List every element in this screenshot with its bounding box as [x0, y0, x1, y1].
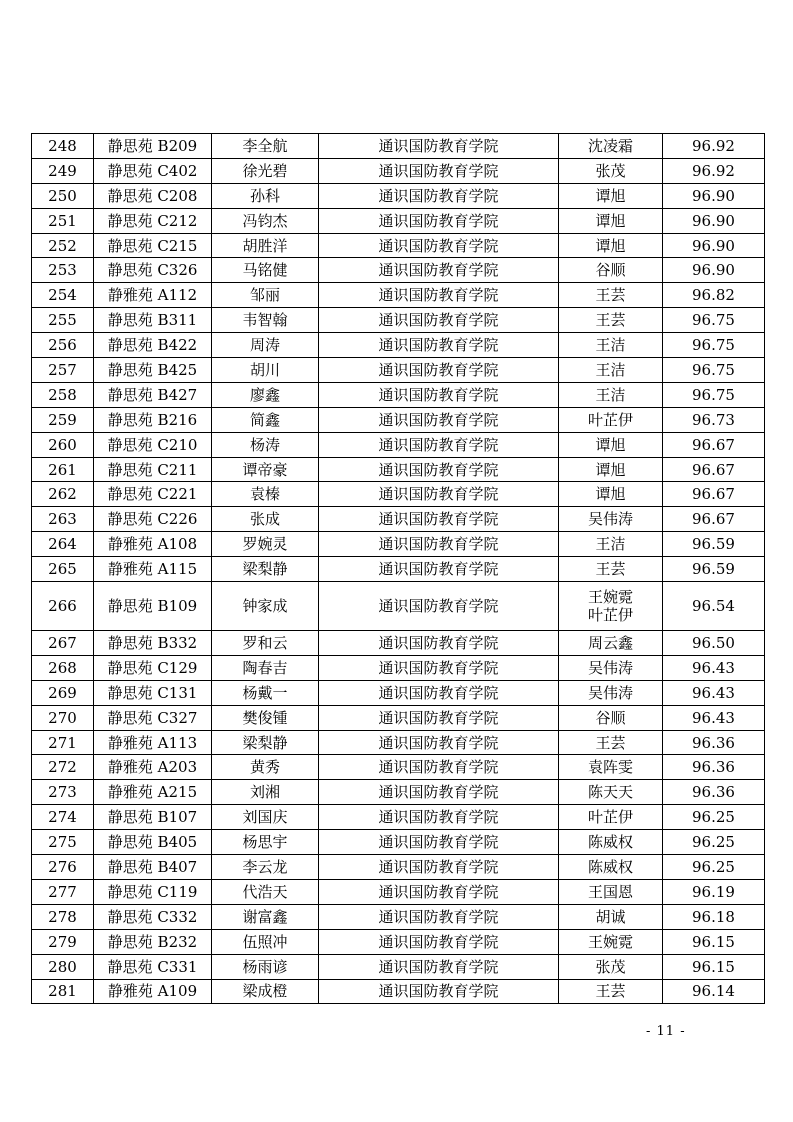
advisor-name: 王婉霓	[587, 588, 633, 607]
score-cell: 96.75	[663, 308, 765, 333]
advisor-name: 胡诚	[595, 907, 626, 926]
score-cell: 96.54	[663, 582, 765, 631]
advisor-name: 陈威权	[587, 857, 633, 876]
score-cell: 96.15	[663, 954, 765, 979]
row-number-cell: 266	[32, 582, 94, 631]
table-row	[32, 333, 765, 358]
score-cell: 96.59	[663, 532, 765, 557]
college-cell: 通识国防教育学院	[319, 830, 559, 855]
college-cell: 通识国防教育学院	[319, 954, 559, 979]
student-name-cell: 罗婉灵	[212, 532, 319, 557]
score-cell: 96.92	[663, 158, 765, 183]
advisor-name: 叶芷伊	[587, 410, 633, 429]
college-cell: 通识国防教育学院	[319, 904, 559, 929]
advisor-name: 王芸	[595, 733, 626, 752]
advisor-cell	[559, 582, 663, 631]
college-cell: 通识国防教育学院	[319, 233, 559, 258]
table-row	[32, 532, 765, 557]
dorm-room-cell: 静思苑 C326	[94, 258, 212, 283]
college-cell: 通识国防教育学院	[319, 705, 559, 730]
table-row	[32, 358, 765, 383]
advisor-cell	[559, 507, 663, 532]
advisor-cell	[559, 382, 663, 407]
score-cell: 96.75	[663, 333, 765, 358]
row-number-cell: 253	[32, 258, 94, 283]
table-row	[32, 208, 765, 233]
table-row	[32, 432, 765, 457]
score-cell: 96.90	[663, 208, 765, 233]
college-cell: 通识国防教育学院	[319, 855, 559, 880]
table-row	[32, 855, 765, 880]
student-name-cell: 黄秀	[212, 755, 319, 780]
advisor-name: 谭旭	[595, 435, 626, 454]
advisor-name: 王芸	[595, 982, 626, 1001]
score-cell: 96.14	[663, 979, 765, 1004]
advisor-cell	[559, 780, 663, 805]
advisor-cell	[559, 855, 663, 880]
score-cell: 96.19	[663, 879, 765, 904]
score-cell: 96.43	[663, 680, 765, 705]
advisor-cell	[559, 134, 663, 159]
student-name-cell: 简鑫	[212, 407, 319, 432]
college-cell: 通识国防教育学院	[319, 333, 559, 358]
table-row	[32, 158, 765, 183]
dorm-room-cell: 静思苑 B427	[94, 382, 212, 407]
row-number-cell: 265	[32, 557, 94, 582]
advisor-name: 沈凌霜	[587, 136, 633, 155]
dorm-room-cell: 静思苑 B332	[94, 631, 212, 656]
table-row	[32, 929, 765, 954]
dorm-room-cell: 静雅苑 A215	[94, 780, 212, 805]
college-cell: 通识国防教育学院	[319, 482, 559, 507]
dorm-room-cell: 静思苑 B232	[94, 929, 212, 954]
advisor-cell	[559, 432, 663, 457]
advisor-name: 王洁	[595, 336, 626, 355]
table-row	[32, 830, 765, 855]
student-name-cell: 杨思宇	[212, 830, 319, 855]
advisor-cell	[559, 655, 663, 680]
student-name-cell: 谢富鑫	[212, 904, 319, 929]
score-cell: 96.25	[663, 805, 765, 830]
advisor-cell	[559, 805, 663, 830]
advisor-cell	[559, 730, 663, 755]
dorm-room-cell: 静思苑 B405	[94, 830, 212, 855]
row-number-cell: 254	[32, 283, 94, 308]
advisor-cell	[559, 755, 663, 780]
table-row	[32, 557, 765, 582]
score-cell: 96.36	[663, 780, 765, 805]
student-name-cell: 刘国庆	[212, 805, 319, 830]
score-cell: 96.73	[663, 407, 765, 432]
dorm-room-cell: 静思苑 C131	[94, 680, 212, 705]
advisor-cell	[559, 407, 663, 432]
student-name-cell: 周涛	[212, 333, 319, 358]
table-row	[32, 879, 765, 904]
row-number-cell: 258	[32, 382, 94, 407]
student-name-cell: 钟家成	[212, 582, 319, 631]
dorm-room-cell: 静思苑 B425	[94, 358, 212, 383]
advisor-name: 谷顺	[595, 708, 626, 727]
table-row	[32, 183, 765, 208]
score-cell: 96.15	[663, 929, 765, 954]
row-number-cell: 262	[32, 482, 94, 507]
row-number-cell: 252	[32, 233, 94, 258]
student-name-cell: 张成	[212, 507, 319, 532]
advisor-name: 谭旭	[595, 485, 626, 504]
advisor-name: 袁阵雯	[587, 758, 633, 777]
student-name-cell: 伍照冲	[212, 929, 319, 954]
row-number-cell: 260	[32, 432, 94, 457]
student-name-cell: 梁成橙	[212, 979, 319, 1004]
college-cell: 通识国防教育学院	[319, 730, 559, 755]
row-number-cell: 280	[32, 954, 94, 979]
row-number-cell: 281	[32, 979, 94, 1004]
college-cell: 通识国防教育学院	[319, 631, 559, 656]
row-number-cell: 278	[32, 904, 94, 929]
score-cell: 96.18	[663, 904, 765, 929]
advisor-cell	[559, 482, 663, 507]
advisor-name: 王洁	[595, 360, 626, 379]
advisor-cell	[559, 557, 663, 582]
student-name-cell: 胡胜洋	[212, 233, 319, 258]
advisor-cell	[559, 208, 663, 233]
row-number-cell: 277	[32, 879, 94, 904]
college-cell: 通识国防教育学院	[319, 507, 559, 532]
dorm-room-cell: 静思苑 C210	[94, 432, 212, 457]
advisor-name: 陈天天	[587, 783, 633, 802]
table-row	[32, 680, 765, 705]
dorm-room-cell: 静思苑 B216	[94, 407, 212, 432]
college-cell: 通识国防教育学院	[319, 134, 559, 159]
student-name-cell: 陶春吉	[212, 655, 319, 680]
college-cell: 通识国防教育学院	[319, 258, 559, 283]
table-row	[32, 954, 765, 979]
college-cell: 通识国防教育学院	[319, 407, 559, 432]
score-cell: 96.50	[663, 631, 765, 656]
college-cell: 通识国防教育学院	[319, 979, 559, 1004]
table-row	[32, 233, 765, 258]
page-number: - 11 -	[646, 1024, 686, 1039]
student-name-cell: 杨戴一	[212, 680, 319, 705]
advisor-cell	[559, 979, 663, 1004]
student-name-cell: 樊俊锺	[212, 705, 319, 730]
row-number-cell: 259	[32, 407, 94, 432]
college-cell: 通识国防教育学院	[319, 929, 559, 954]
student-name-cell: 梁梨静	[212, 730, 319, 755]
college-cell: 通识国防教育学院	[319, 805, 559, 830]
student-name-cell: 马铭健	[212, 258, 319, 283]
student-name-cell: 罗和云	[212, 631, 319, 656]
dorm-room-cell: 静思苑 B311	[94, 308, 212, 333]
advisor-cell	[559, 879, 663, 904]
row-number-cell: 273	[32, 780, 94, 805]
score-cell: 96.67	[663, 432, 765, 457]
advisor-name: 谷顺	[595, 261, 626, 280]
advisor-name: 谭旭	[595, 460, 626, 479]
row-number-cell: 248	[32, 134, 94, 159]
table-row	[32, 705, 765, 730]
table-row	[32, 482, 765, 507]
student-name-cell: 谭帝豪	[212, 457, 319, 482]
college-cell: 通识国防教育学院	[319, 208, 559, 233]
advisor-name: 陈威权	[587, 833, 633, 852]
table-row	[32, 283, 765, 308]
college-cell: 通识国防教育学院	[319, 680, 559, 705]
student-name-cell: 杨涛	[212, 432, 319, 457]
advisor-name: 王婉霓	[587, 932, 633, 951]
advisor-cell	[559, 158, 663, 183]
row-number-cell: 274	[32, 805, 94, 830]
college-cell: 通识国防教育学院	[319, 158, 559, 183]
dorm-room-cell: 静雅苑 A112	[94, 283, 212, 308]
table-row	[32, 308, 765, 333]
advisor-name: 王洁	[595, 385, 626, 404]
college-cell: 通识国防教育学院	[319, 183, 559, 208]
score-cell: 96.75	[663, 382, 765, 407]
college-cell: 通识国防教育学院	[319, 755, 559, 780]
table-row	[32, 258, 765, 283]
row-number-cell: 271	[32, 730, 94, 755]
row-number-cell: 276	[32, 855, 94, 880]
dorm-room-cell: 静思苑 C402	[94, 158, 212, 183]
student-name-cell: 代浩天	[212, 879, 319, 904]
row-number-cell: 275	[32, 830, 94, 855]
dormitory-score-table	[31, 133, 765, 1004]
advisor-name: 王国恩	[587, 882, 633, 901]
score-cell: 96.90	[663, 233, 765, 258]
student-name-cell: 李云龙	[212, 855, 319, 880]
row-number-cell: 251	[32, 208, 94, 233]
row-number-cell: 272	[32, 755, 94, 780]
advisor-name: 王芸	[595, 311, 626, 330]
advisor-name: 周云鑫	[587, 633, 633, 652]
advisor-cell	[559, 929, 663, 954]
student-name-cell: 梁梨静	[212, 557, 319, 582]
college-cell: 通识国防教育学院	[319, 557, 559, 582]
college-cell: 通识国防教育学院	[319, 532, 559, 557]
advisor-cell	[559, 358, 663, 383]
dorm-room-cell: 静思苑 C327	[94, 705, 212, 730]
student-name-cell: 胡川	[212, 358, 319, 383]
student-name-cell: 李全航	[212, 134, 319, 159]
college-cell: 通识国防教育学院	[319, 382, 559, 407]
row-number-cell: 263	[32, 507, 94, 532]
advisor-name: 谭旭	[595, 186, 626, 205]
advisor-name: 谭旭	[595, 236, 626, 255]
advisor-name: 张茂	[595, 957, 626, 976]
dorm-room-cell: 静思苑 B109	[94, 582, 212, 631]
dorm-room-cell: 静思苑 C212	[94, 208, 212, 233]
row-number-cell: 264	[32, 532, 94, 557]
advisor-cell	[559, 954, 663, 979]
score-cell: 96.90	[663, 258, 765, 283]
dorm-room-cell: 静思苑 C221	[94, 482, 212, 507]
table-row	[32, 755, 765, 780]
student-name-cell: 邹丽	[212, 283, 319, 308]
advisor-name: 吴伟涛	[587, 683, 633, 702]
advisor-cell	[559, 680, 663, 705]
score-cell: 96.43	[663, 705, 765, 730]
table-row	[32, 582, 765, 631]
row-number-cell: 255	[32, 308, 94, 333]
advisor-cell	[559, 258, 663, 283]
dorm-room-cell: 静雅苑 A109	[94, 979, 212, 1004]
table-row	[32, 730, 765, 755]
dorm-room-cell: 静雅苑 A115	[94, 557, 212, 582]
score-cell: 96.75	[663, 358, 765, 383]
table-row	[32, 134, 765, 159]
student-name-cell: 廖鑫	[212, 382, 319, 407]
score-cell: 96.36	[663, 755, 765, 780]
row-number-cell: 270	[32, 705, 94, 730]
dorm-room-cell: 静思苑 C208	[94, 183, 212, 208]
advisor-name: 吴伟涛	[587, 510, 633, 529]
advisor-name: 王芸	[595, 560, 626, 579]
dorm-room-cell: 静思苑 B422	[94, 333, 212, 358]
advisor-name: 张茂	[595, 161, 626, 180]
row-number-cell: 268	[32, 655, 94, 680]
table-row	[32, 805, 765, 830]
row-number-cell: 249	[32, 158, 94, 183]
dorm-room-cell: 静思苑 C331	[94, 954, 212, 979]
dorm-room-cell: 静思苑 B209	[94, 134, 212, 159]
dorm-room-cell: 静思苑 C215	[94, 233, 212, 258]
row-number-cell: 261	[32, 457, 94, 482]
score-cell: 96.92	[663, 134, 765, 159]
advisor-name: 叶芷伊	[587, 808, 633, 827]
score-cell: 96.36	[663, 730, 765, 755]
college-cell: 通识国防教育学院	[319, 358, 559, 383]
advisor-cell	[559, 233, 663, 258]
table-body	[32, 134, 765, 1004]
college-cell: 通识国防教育学院	[319, 879, 559, 904]
row-number-cell: 250	[32, 183, 94, 208]
advisor-cell	[559, 308, 663, 333]
table-row	[32, 655, 765, 680]
college-cell: 通识国防教育学院	[319, 780, 559, 805]
advisor-name: 叶芷伊	[587, 606, 633, 625]
score-cell: 96.82	[663, 283, 765, 308]
row-number-cell: 257	[32, 358, 94, 383]
student-name-cell: 杨雨谚	[212, 954, 319, 979]
table-row	[32, 382, 765, 407]
row-number-cell: 269	[32, 680, 94, 705]
score-cell: 96.59	[663, 557, 765, 582]
score-cell: 96.43	[663, 655, 765, 680]
student-name-cell: 韦智翰	[212, 308, 319, 333]
advisor-name: 吴伟涛	[587, 658, 633, 677]
advisor-name: 谭旭	[595, 211, 626, 230]
table-row	[32, 407, 765, 432]
college-cell: 通识国防教育学院	[319, 655, 559, 680]
score-cell: 96.67	[663, 457, 765, 482]
dorm-room-cell: 静思苑 C211	[94, 457, 212, 482]
advisor-cell	[559, 631, 663, 656]
advisor-cell	[559, 904, 663, 929]
advisor-cell	[559, 532, 663, 557]
college-cell: 通识国防教育学院	[319, 457, 559, 482]
college-cell: 通识国防教育学院	[319, 283, 559, 308]
advisor-cell	[559, 333, 663, 358]
advisor-cell	[559, 283, 663, 308]
table-row	[32, 457, 765, 482]
table-row	[32, 507, 765, 532]
row-number-cell: 279	[32, 929, 94, 954]
table-row	[32, 979, 765, 1004]
score-cell: 96.67	[663, 507, 765, 532]
advisor-cell	[559, 457, 663, 482]
dorm-room-cell: 静雅苑 A113	[94, 730, 212, 755]
row-number-cell: 256	[32, 333, 94, 358]
student-name-cell: 刘湘	[212, 780, 319, 805]
dorm-room-cell: 静雅苑 A203	[94, 755, 212, 780]
dorm-room-cell: 静雅苑 A108	[94, 532, 212, 557]
advisor-cell	[559, 183, 663, 208]
college-cell: 通识国防教育学院	[319, 432, 559, 457]
student-name-cell: 冯钧杰	[212, 208, 319, 233]
advisor-cell	[559, 705, 663, 730]
student-name-cell: 孙科	[212, 183, 319, 208]
score-cell: 96.25	[663, 855, 765, 880]
student-name-cell: 徐光碧	[212, 158, 319, 183]
dorm-room-cell: 静思苑 C129	[94, 655, 212, 680]
student-name-cell: 袁榛	[212, 482, 319, 507]
row-number-cell: 267	[32, 631, 94, 656]
score-cell: 96.67	[663, 482, 765, 507]
dorm-room-cell: 静思苑 B407	[94, 855, 212, 880]
dorm-room-cell: 静思苑 C332	[94, 904, 212, 929]
advisor-name: 王芸	[595, 286, 626, 305]
college-cell: 通识国防教育学院	[319, 308, 559, 333]
dorm-room-cell: 静思苑 C119	[94, 879, 212, 904]
advisor-name: 王洁	[595, 535, 626, 554]
table-row	[32, 631, 765, 656]
table-row	[32, 904, 765, 929]
dorm-room-cell: 静思苑 B107	[94, 805, 212, 830]
advisor-cell	[559, 830, 663, 855]
college-cell: 通识国防教育学院	[319, 582, 559, 631]
score-cell: 96.25	[663, 830, 765, 855]
score-cell: 96.90	[663, 183, 765, 208]
table-row	[32, 780, 765, 805]
dorm-room-cell: 静思苑 C226	[94, 507, 212, 532]
